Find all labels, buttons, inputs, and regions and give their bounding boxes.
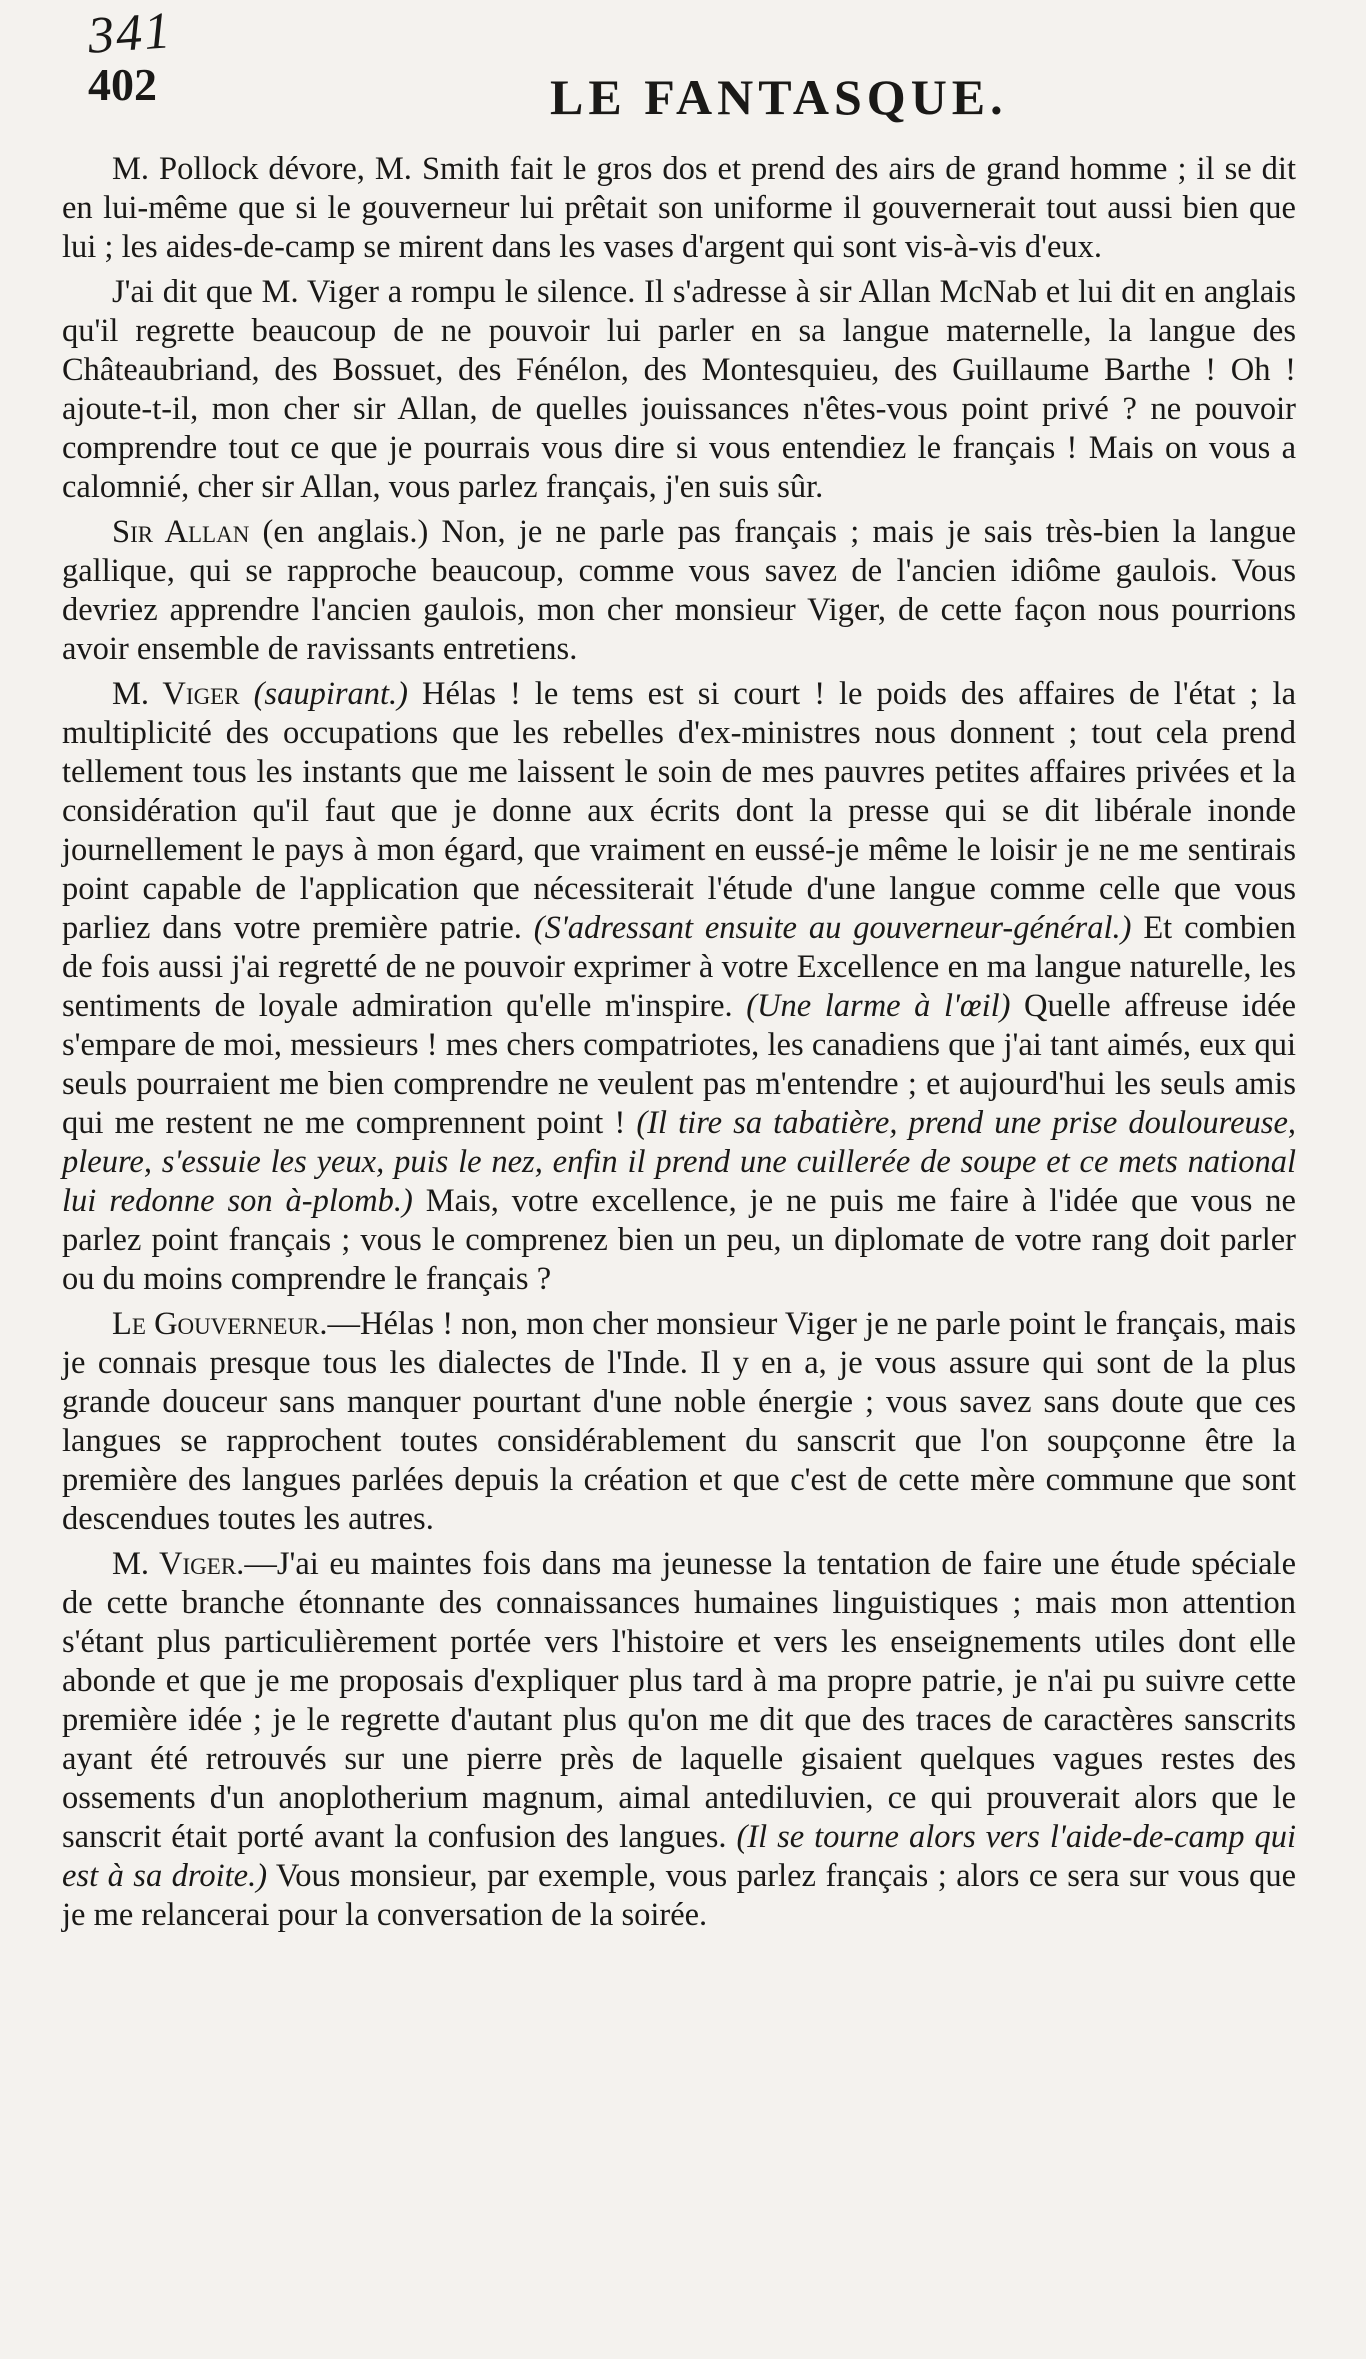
handwritten-page-number: 341	[86, 2, 174, 65]
paragraph-text: Hélas ! le tems est si court ! le poids des affaires de l'état ; la multiplicité des occupations que les rebelles d'ex-ministres nous donnent ; tout cela prend tellement tous les instants que me laissent le soin de mes pauvres petites affaires privées et la considération qu'il faut que je donne aux écrits dont la presse qui se dit libérale inonde journellement le pays à mon égard, que vraiment en eussé-je même le loisir je ne me sentirais point capable de l'application que nécessiterait l'étude d'une langue comme celle que vous parliez dans votre première patrie.	[62, 676, 1297, 946]
speaker-name: M. Viger	[112, 676, 240, 712]
paragraph-text: Mais, votre excellence, je ne puis me faire à l'idée que vous ne parlez point français ; vous le comprenez bien un peu, un diplomate de votre rang doit parler ou du moins comprendre le français ?	[62, 1183, 1296, 1297]
body-text	[62, 150, 1296, 1941]
paragraph-3	[62, 513, 1296, 669]
stage-direction: (Il tire sa tabatière, prend une prise douloureuse, pleure, s'essuie les yeux, puis le nez, enfin il prend une cuillerée de soupe et ce mets national lui redonne son à-plomb.)	[62, 1105, 1296, 1219]
page-number: 402	[88, 59, 157, 110]
paragraph-2	[62, 273, 1296, 507]
paragraph-text: M. Pollock dévore, M. Smith fait le gros dos et prend des airs de grand homme ; il se dit en lui-même que si le gouverneur lui prêtait son uniforme il gouvernerait tout aussi bien que lui ; les aides-de-camp se mirent dans les vases d'argent qui sont vis-à-vis d'eux.	[62, 151, 1296, 265]
paragraph-text: J'ai dit que M. Viger a rompu le silence. Il s'adresse à sir Allan McNab et lui dit en anglais qu'il regrette beaucoup de ne pouvoir lui parler en sa langue maternelle, la langue des Châteaubriand, des Bossuet, des Fénélon, des Montesquieu, des Guillaume Barthe ! Oh ! ajoute-t-il, mon cher sir Allan, de quelles jouissances n'êtes-vous point privé ? ne pouvoir comprendre tout ce que je pourrais vous dire si vous entendiez le français ! Mais on vous a calomnié, cher sir Allan, vous parlez français, j'en suis sûr.	[62, 274, 1296, 505]
stage-direction: (Une larme à l'œil)	[746, 988, 1011, 1024]
running-head: LE FANTASQUE.	[550, 69, 1008, 125]
paragraph-1	[62, 150, 1296, 267]
stage-direction: (saupirant.)	[253, 676, 408, 712]
stage-direction: (S'adressant ensuite au gouverneur-général.)	[533, 910, 1132, 946]
paragraph-text: Et combien de fois aussi j'ai regretté de ne pouvoir exprimer à votre Excellence en ma langue naturelle, les sentiments de loyale admiration qu'elle m'inspire.	[62, 910, 1297, 1024]
paragraph-5	[62, 1305, 1296, 1539]
paragraph-6	[62, 1545, 1296, 1935]
speaker-name: Sir Allan	[112, 514, 250, 550]
paragraph-text: —Hélas ! non, mon cher monsieur Viger je ne parle point le français, mais je connais presque tous les dialectes de l'Inde. Il y en a, je vous assure qui sont de la plus grande douceur sans manquer pourtant d'une noble énergie ; vous savez sans doute que ces langues se rapprochent toutes considérablement du sanscrit que l'on soupçonne être la première des langues parlées depuis la création et que c'est de cette mère commune que sont descendues toutes les autres.	[62, 1306, 1297, 1537]
paragraph-text: —J'ai eu maintes fois dans ma jeunesse la tentation de faire une étude spéciale de cette branche étonnante des connaissances humaines linguistiques ; mais mon attention s'étant plus particulièrement portée vers l'histoire et vers les enseignements utiles dont elle abonde et que je me proposais d'expliquer plus tard à ma propre patrie, je n'ai pu suivre cette première idée ; je le regrette d'autant plus qu'on me dit que des traces de caractères sanscrits ayant été retrouvés sur une pierre près de laquelle gisaient quelques vagues restes des ossements d'un anoplotherium magnum, aimal antediluvien, ce qui prouverait alors que le sanscrit était porté avant la confusion des langues.	[62, 1546, 1296, 1855]
paragraph-text: (en anglais.) Non, je ne parle pas français ; mais je sais très-bien la langue gallique, qui se rapproche beaucoup, comme vous savez de l'ancien idiôme gaulois. Vous devriez apprendre l'ancien gaulois, mon cher monsieur Viger, de cette façon nous pourrions avoir ensemble de ravissants entretiens.	[62, 514, 1296, 667]
speaker-name: Le Gouverneur.	[112, 1306, 328, 1342]
paragraph-4	[62, 675, 1296, 1299]
stage-direction: (Il se tourne alors vers l'aide-de-camp qui est à sa droite.)	[62, 1819, 1296, 1894]
speaker-name: M. Viger.	[112, 1546, 245, 1582]
paragraph-text: Vous monsieur, par exemple, vous parlez français ; alors ce sera sur vous que je me relancerai pour la conversation de la soirée.	[62, 1858, 1297, 1933]
paragraph-text: Quelle affreuse idée s'empare de moi, messieurs ! mes chers compatriotes, les canadiens que j'ai tant aimés, eux qui seuls pourraient me bien comprendre ne veulent pas m'entendre ; et aujourd'hui les seuls amis qui me restent ne me comprennent point !	[62, 988, 1296, 1141]
